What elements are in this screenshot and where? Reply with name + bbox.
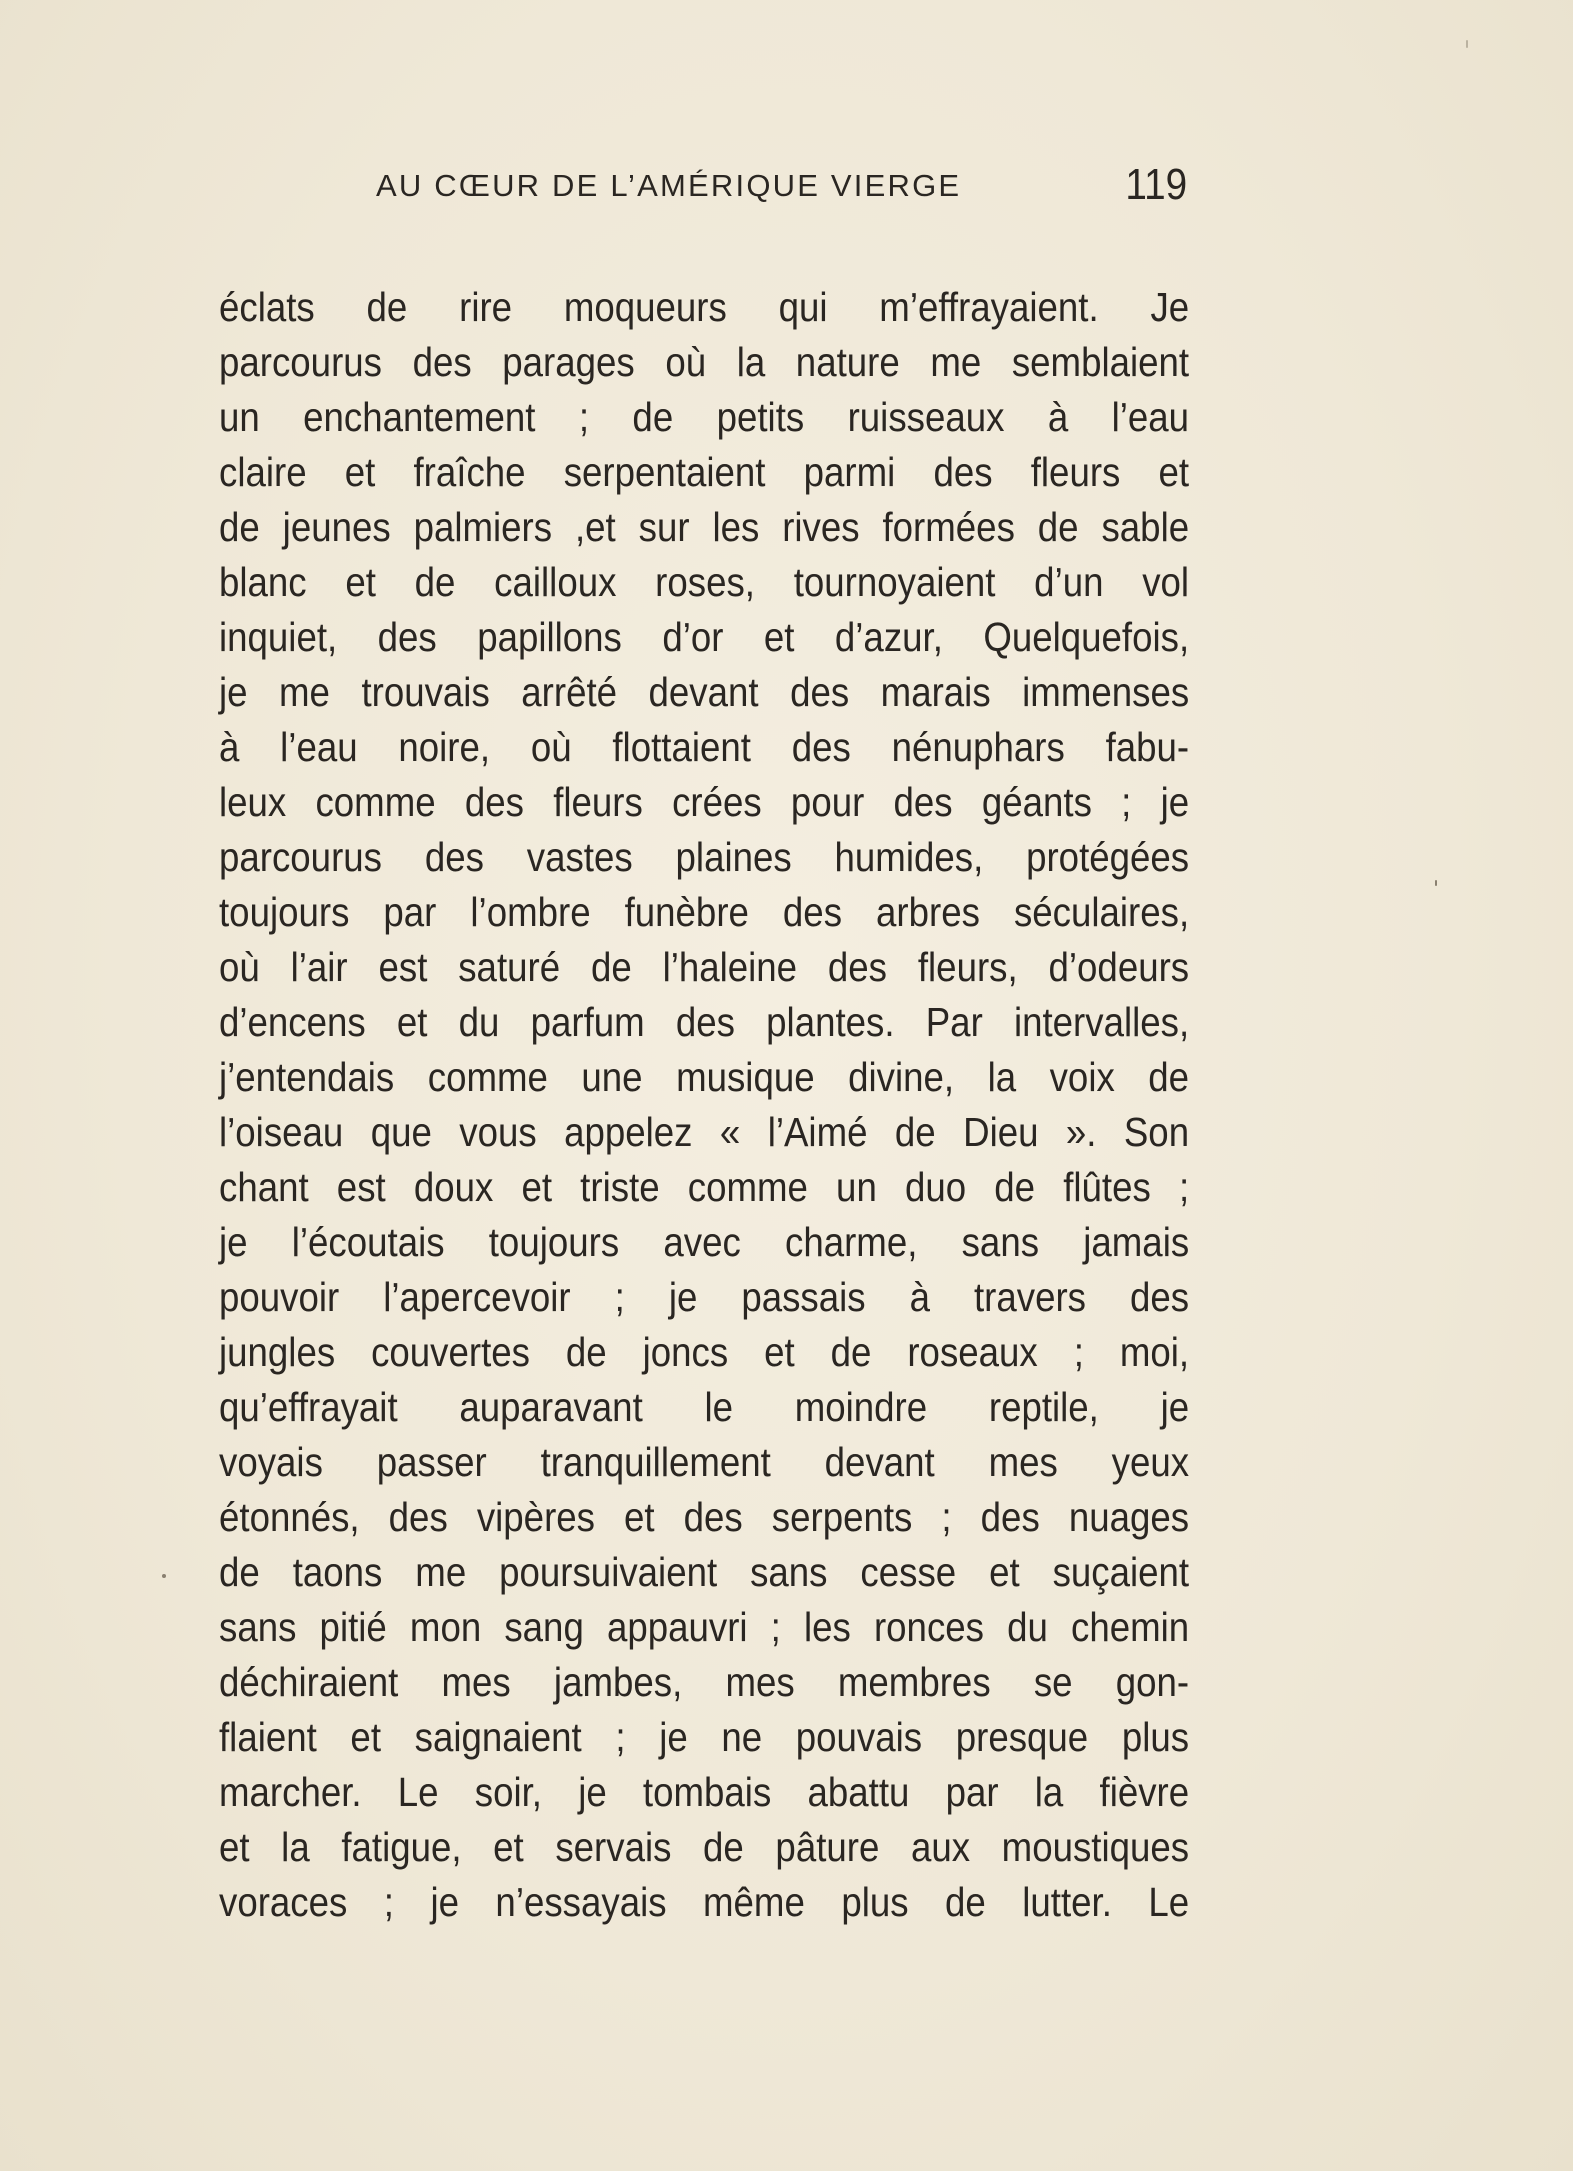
word: fleurs xyxy=(553,779,643,825)
word: roses, xyxy=(655,559,755,605)
word: le xyxy=(704,1384,734,1430)
word: inquiet, xyxy=(219,614,338,660)
word: comme xyxy=(427,1054,548,1100)
word: des xyxy=(1130,1274,1190,1320)
word: à xyxy=(219,724,240,770)
text-line xyxy=(219,1490,1189,1545)
word: parfum xyxy=(530,999,645,1045)
word: ; xyxy=(1178,1164,1190,1210)
word: parmi xyxy=(803,449,896,495)
word: moi, xyxy=(1119,1329,1190,1375)
word: ruisseaux xyxy=(847,394,1005,440)
word: des xyxy=(980,1494,1040,1540)
word: pouvoir xyxy=(219,1274,340,1320)
word: ; xyxy=(1073,1329,1084,1375)
word: Quelquefois, xyxy=(983,614,1190,660)
word: moqueurs xyxy=(563,284,727,330)
word: où xyxy=(530,724,572,770)
word: marais xyxy=(880,669,991,715)
word: ; xyxy=(1121,779,1132,825)
word: de xyxy=(703,1824,744,1870)
word: pour xyxy=(790,779,865,825)
word: fraîche xyxy=(413,449,526,495)
text-line xyxy=(219,500,1189,555)
word: l’haleine xyxy=(662,944,798,990)
word: je xyxy=(668,1274,698,1320)
word: la xyxy=(987,1054,1017,1100)
text-line xyxy=(219,885,1189,940)
word: voraces xyxy=(219,1879,348,1925)
word: ». xyxy=(1065,1109,1097,1155)
text-line xyxy=(219,335,1189,390)
word: presque xyxy=(955,1714,1089,1760)
word: couvertes xyxy=(371,1329,530,1375)
word: sang xyxy=(504,1604,584,1650)
word: des xyxy=(424,834,484,880)
word: trouvais xyxy=(361,669,490,715)
word: me xyxy=(279,669,330,715)
word: l’oiseau xyxy=(219,1109,344,1155)
text-line xyxy=(219,775,1189,830)
word: de xyxy=(894,1109,936,1155)
word: mes xyxy=(441,1659,511,1705)
word: et xyxy=(764,1329,795,1375)
text-line xyxy=(219,1435,1189,1490)
word: vous xyxy=(459,1109,537,1155)
word: jeunes xyxy=(282,504,391,550)
word: charme, xyxy=(784,1219,918,1265)
word: ; xyxy=(770,1604,781,1650)
text-line xyxy=(219,940,1189,995)
word: jungles xyxy=(219,1329,336,1375)
word: Dieu xyxy=(963,1109,1039,1155)
running-head xyxy=(376,160,1187,220)
word: musique xyxy=(676,1054,815,1100)
word: des xyxy=(675,999,735,1045)
word: et xyxy=(1158,449,1190,495)
word: gon- xyxy=(1115,1659,1190,1705)
word: auparavant xyxy=(459,1384,643,1430)
text-line xyxy=(219,610,1189,665)
word: immenses xyxy=(1022,669,1190,715)
text-line xyxy=(219,665,1189,720)
word: claire xyxy=(219,449,307,495)
word: ; xyxy=(383,1879,394,1925)
word: soir, xyxy=(474,1769,543,1815)
word: pouvais xyxy=(795,1714,923,1760)
word: tournoyaient xyxy=(793,559,996,605)
word: l’ombre xyxy=(470,889,591,935)
word: sur xyxy=(638,504,690,550)
word: tombais xyxy=(642,1769,772,1815)
text-line xyxy=(219,1270,1189,1325)
word: moindre xyxy=(794,1384,928,1430)
word: sans xyxy=(750,1549,828,1595)
text-line xyxy=(219,1710,1189,1765)
word: de xyxy=(1148,1054,1190,1100)
word: saignaient xyxy=(414,1714,582,1760)
word: arbres xyxy=(876,889,980,935)
word: mon xyxy=(409,1604,482,1650)
word: plus xyxy=(1121,1714,1190,1760)
word: même xyxy=(703,1879,805,1925)
word: cesse xyxy=(860,1549,957,1595)
word: lutter. xyxy=(1022,1879,1112,1925)
word: une xyxy=(581,1054,643,1100)
word: arrêté xyxy=(521,669,618,715)
word: fatigue, xyxy=(341,1824,462,1870)
word: par xyxy=(945,1769,999,1815)
word: Son xyxy=(1123,1109,1190,1155)
word: que xyxy=(370,1109,432,1155)
word: où xyxy=(665,339,707,385)
word: roseaux xyxy=(907,1329,1038,1375)
word: du xyxy=(458,999,500,1045)
word: passer xyxy=(376,1439,487,1485)
word: la xyxy=(281,1824,310,1870)
word: leux xyxy=(219,779,287,825)
word: vastes xyxy=(526,834,633,880)
word: ne xyxy=(721,1714,763,1760)
word: d’odeurs xyxy=(1048,944,1190,990)
word: cailloux xyxy=(494,559,617,605)
text-line xyxy=(219,1160,1189,1215)
text-line xyxy=(219,1215,1189,1270)
word: travers xyxy=(973,1274,1087,1320)
word: des xyxy=(791,724,851,770)
word: des xyxy=(790,669,850,715)
word: enchantement xyxy=(303,394,536,440)
word: et xyxy=(344,449,376,495)
word: et xyxy=(219,1824,250,1870)
word: je xyxy=(1160,1384,1190,1430)
word: d’or xyxy=(662,614,724,660)
word: ; xyxy=(614,1274,625,1320)
text-line xyxy=(219,1875,1189,1930)
word: nature xyxy=(795,339,900,385)
word: pitié xyxy=(319,1604,387,1650)
word: des xyxy=(933,449,993,495)
word: ,et xyxy=(574,504,616,550)
word: flottaient xyxy=(612,724,751,770)
word: je xyxy=(578,1769,607,1815)
word: nuages xyxy=(1068,1494,1190,1540)
word: de xyxy=(414,559,456,605)
word: à xyxy=(909,1274,931,1320)
word: étonnés, xyxy=(219,1494,360,1540)
word: joncs xyxy=(642,1329,729,1375)
word: sable xyxy=(1101,504,1190,550)
text-line xyxy=(219,830,1189,885)
word: poursuivaient xyxy=(499,1549,718,1595)
word: à xyxy=(1047,394,1069,440)
word: parcourus xyxy=(219,834,382,880)
word: vipères xyxy=(476,1494,595,1540)
text-line xyxy=(219,1105,1189,1160)
word: par xyxy=(383,889,437,935)
word: blanc xyxy=(219,559,307,605)
text-line xyxy=(219,720,1189,775)
word: et xyxy=(989,1549,1020,1595)
text-line xyxy=(219,1050,1189,1105)
word: de xyxy=(219,1549,260,1595)
word: et xyxy=(624,1494,655,1540)
word: l’eau xyxy=(280,724,358,770)
word: je xyxy=(219,669,248,715)
word: palmiers xyxy=(413,504,553,550)
word: moustiques xyxy=(1001,1824,1190,1870)
word: flaient xyxy=(219,1714,317,1760)
word: et xyxy=(493,1824,524,1870)
text-line xyxy=(219,445,1189,500)
word: voix xyxy=(1049,1054,1115,1100)
word: l’écoutais xyxy=(291,1219,445,1265)
word: est xyxy=(378,944,428,990)
text-line xyxy=(219,1380,1189,1435)
word: divine, xyxy=(848,1054,955,1100)
word: des xyxy=(683,1494,743,1540)
word: et xyxy=(345,559,376,605)
paper-speck xyxy=(1466,40,1468,48)
word: comme xyxy=(315,779,436,825)
word: mes xyxy=(725,1659,795,1705)
word: l’apercevoir xyxy=(383,1274,571,1320)
word: plus xyxy=(841,1879,909,1925)
word: est xyxy=(336,1164,386,1210)
word: flûtes xyxy=(1063,1164,1151,1210)
word: et xyxy=(350,1714,382,1760)
word: servais xyxy=(555,1824,672,1870)
word: duo xyxy=(904,1164,967,1210)
word: la xyxy=(1034,1769,1064,1815)
word: Par xyxy=(925,999,983,1045)
word: rire xyxy=(459,284,513,330)
word: avec xyxy=(663,1219,741,1265)
word: mes xyxy=(988,1439,1058,1485)
word: nénuphars xyxy=(891,724,1065,770)
word: parages xyxy=(502,339,635,385)
word: serpents xyxy=(771,1494,913,1540)
paper-speck xyxy=(162,1574,166,1578)
word: suçaient xyxy=(1052,1549,1190,1595)
word: fleurs, xyxy=(917,944,1018,990)
word: d’un xyxy=(1034,559,1104,605)
word: aux xyxy=(910,1824,971,1870)
word: de xyxy=(994,1164,1036,1210)
word: plantes. xyxy=(766,999,895,1045)
word: des xyxy=(893,779,953,825)
word: abattu xyxy=(807,1769,910,1815)
text-line xyxy=(219,390,1189,445)
word: jamais xyxy=(1083,1219,1190,1265)
word: un xyxy=(219,394,260,440)
word: des xyxy=(377,614,437,660)
word: se xyxy=(1033,1659,1073,1705)
word: je xyxy=(219,1219,248,1265)
word: me xyxy=(415,1549,467,1595)
word: qu’effrayait xyxy=(219,1384,398,1430)
word: chemin xyxy=(1071,1604,1190,1650)
word: Le xyxy=(397,1769,439,1815)
word: chant xyxy=(219,1164,309,1210)
word: de xyxy=(1037,504,1079,550)
word: noire, xyxy=(398,724,491,770)
text-line xyxy=(219,1325,1189,1380)
word: sans xyxy=(219,1604,297,1650)
word: humides, xyxy=(834,834,984,880)
word: de xyxy=(945,1879,986,1925)
word: doux xyxy=(413,1164,494,1210)
word: funèbre xyxy=(624,889,749,935)
word: de xyxy=(632,394,674,440)
word: j’entendais xyxy=(219,1054,395,1100)
word: de xyxy=(366,284,408,330)
word: devant xyxy=(648,669,759,715)
word: semblaient xyxy=(1011,339,1190,385)
word: Je xyxy=(1150,284,1190,330)
word: géants xyxy=(981,779,1092,825)
word: de xyxy=(219,504,260,550)
word: rives xyxy=(782,504,860,550)
word: me xyxy=(930,339,982,385)
word: intervalles, xyxy=(1013,999,1190,1045)
word: l’eau xyxy=(1111,394,1190,440)
word: plaines xyxy=(675,834,792,880)
text-line xyxy=(219,1545,1189,1600)
word: les xyxy=(712,504,760,550)
word: de xyxy=(565,1329,607,1375)
word: je xyxy=(430,1879,459,1925)
word: pâture xyxy=(775,1824,880,1870)
word: séculaires, xyxy=(1013,889,1190,935)
word: ; xyxy=(615,1714,626,1760)
word: appelez xyxy=(564,1109,693,1155)
word: des xyxy=(388,1494,448,1540)
word: saturé xyxy=(458,944,561,990)
word: les xyxy=(803,1604,851,1650)
word: fleurs xyxy=(1030,449,1121,495)
word: n’essayais xyxy=(495,1879,667,1925)
word: fièvre xyxy=(1099,1769,1190,1815)
text-line xyxy=(219,995,1189,1050)
text-line xyxy=(219,1600,1189,1655)
word: et xyxy=(763,614,795,660)
word: des xyxy=(464,779,524,825)
word: des xyxy=(827,944,888,990)
word: d’encens xyxy=(219,999,366,1045)
word: éclats xyxy=(219,284,315,330)
word: qui xyxy=(778,284,828,330)
word: déchiraient xyxy=(219,1659,399,1705)
word: jambes, xyxy=(553,1659,683,1705)
word: où xyxy=(219,944,260,990)
word: reptile, xyxy=(988,1384,1099,1430)
text-line xyxy=(219,1820,1189,1875)
word: l’Aimé xyxy=(767,1109,868,1155)
text-line xyxy=(219,280,1189,335)
word: triste xyxy=(580,1164,660,1210)
word: sans xyxy=(961,1219,1040,1265)
word: fabu- xyxy=(1105,724,1190,770)
body-text xyxy=(219,280,1189,1930)
word: « xyxy=(719,1109,741,1155)
word: ; xyxy=(941,1494,952,1540)
word: taons xyxy=(292,1549,383,1595)
text-line xyxy=(219,1655,1189,1710)
word: voyais xyxy=(219,1439,323,1485)
word: tranquillement xyxy=(540,1439,771,1485)
word: de xyxy=(830,1329,872,1375)
word: l’air xyxy=(290,944,348,990)
word: devant xyxy=(824,1439,935,1485)
text-line xyxy=(219,555,1189,610)
word: papillons xyxy=(477,614,622,660)
word: vol xyxy=(1142,559,1190,605)
word: yeux xyxy=(1111,1439,1190,1485)
word: et xyxy=(396,999,428,1045)
word: marcher. xyxy=(219,1769,362,1815)
word: ; xyxy=(578,394,590,440)
word: appauvri xyxy=(606,1604,748,1650)
word: de xyxy=(590,944,632,990)
word: passais xyxy=(741,1274,866,1320)
word: membres xyxy=(837,1659,991,1705)
word: formées xyxy=(882,504,1015,550)
word: du xyxy=(1007,1604,1048,1650)
word: petits xyxy=(716,394,805,440)
word: toujours xyxy=(219,889,350,935)
word: la xyxy=(736,339,766,385)
text-line xyxy=(219,1765,1189,1820)
word: je xyxy=(1160,779,1190,825)
word: un xyxy=(836,1164,877,1210)
word: protégées xyxy=(1026,834,1190,880)
running-title: AU CŒUR DE L’AMÉRIQUE VIERGE xyxy=(376,168,962,203)
word: comme xyxy=(687,1164,808,1210)
word: d’azur, xyxy=(834,614,943,660)
word: je xyxy=(659,1714,688,1760)
word: des xyxy=(782,889,843,935)
page-number: 119 xyxy=(1125,160,1187,209)
word: m’effrayaient. xyxy=(879,284,1099,330)
word: serpentaient xyxy=(563,449,766,495)
word: ronces xyxy=(873,1604,984,1650)
word: parcourus xyxy=(219,339,382,385)
paper-speck xyxy=(1435,880,1437,886)
word: et xyxy=(521,1164,553,1210)
word: Le xyxy=(1148,1879,1190,1925)
word: crées xyxy=(672,779,762,825)
word: des xyxy=(412,339,472,385)
word: toujours xyxy=(488,1219,620,1265)
